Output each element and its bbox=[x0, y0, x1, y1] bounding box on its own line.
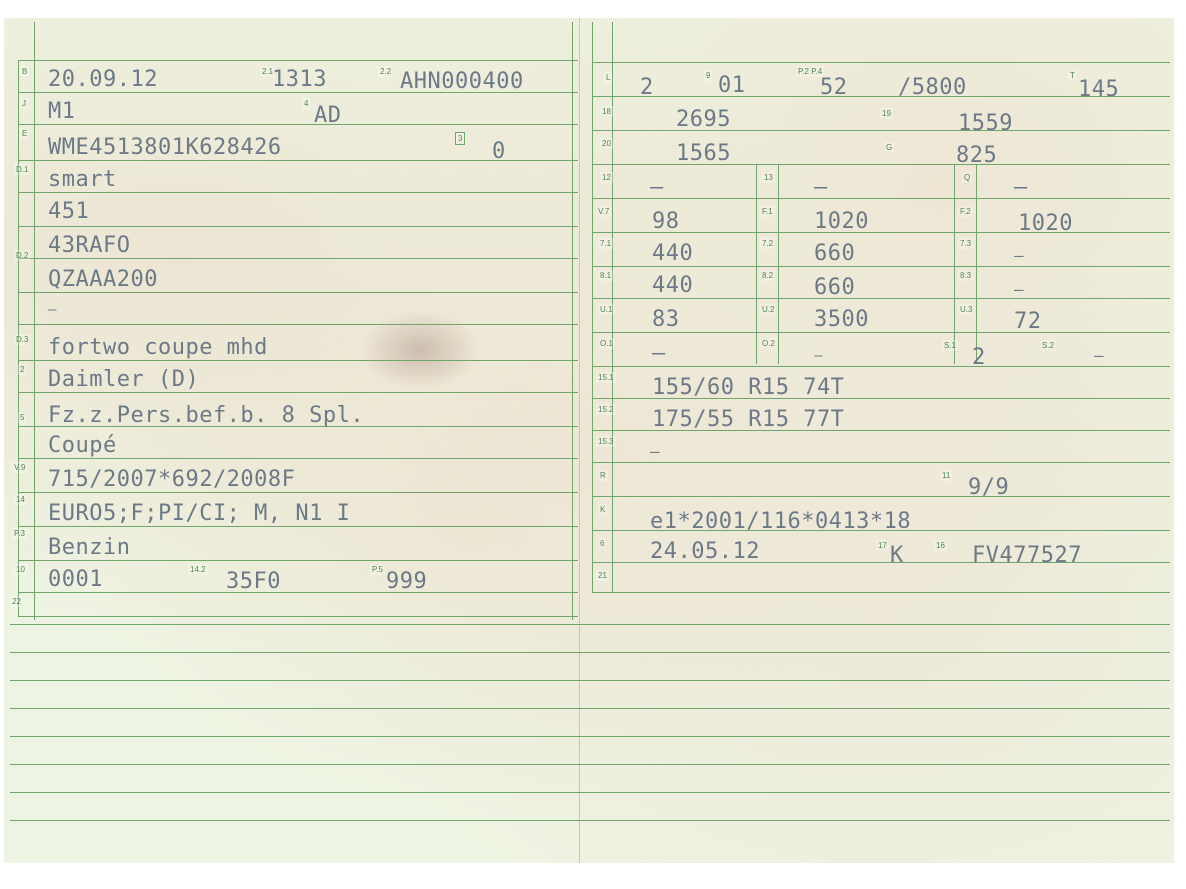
grid-line bbox=[592, 62, 1170, 63]
field-code-p5: P.5 bbox=[372, 565, 383, 574]
field-code-17: 17 bbox=[878, 541, 887, 550]
trade-name: fortwo coupe mhd bbox=[48, 335, 268, 360]
version: QZAAA200 bbox=[48, 267, 158, 292]
field-code-6: 6 bbox=[600, 539, 605, 548]
grid-line bbox=[572, 22, 573, 620]
field-code-14: 14 bbox=[16, 495, 25, 504]
field-code-2: 2 bbox=[20, 365, 25, 374]
field-code-t: T bbox=[1070, 71, 1075, 80]
field-code-d1: D.1 bbox=[16, 165, 29, 174]
type-approval-number: e1*2001/116*0413*18 bbox=[650, 509, 912, 534]
field-code-j: J bbox=[22, 99, 26, 108]
field-12-value: – bbox=[650, 175, 664, 200]
first-registration-date: 20.09.12 bbox=[48, 67, 158, 92]
grid-line bbox=[18, 616, 578, 617]
grid-line bbox=[954, 164, 955, 364]
field-code-p3: P.3 bbox=[14, 529, 25, 538]
vehicle-category: M1 bbox=[48, 99, 76, 124]
grid-line bbox=[592, 462, 1170, 463]
version-continuation: – bbox=[48, 302, 57, 318]
type: 451 bbox=[48, 199, 90, 224]
field-code-b: B bbox=[22, 67, 28, 76]
axle-load-7-1: 440 bbox=[652, 241, 694, 266]
fuel-type: Benzin bbox=[48, 535, 131, 560]
field-code-f2: F.2 bbox=[960, 207, 971, 216]
emission-class: EURO5;F;PI/CI; M, N1 I bbox=[48, 501, 351, 526]
field-code-7-2: 7.2 bbox=[762, 239, 774, 248]
power-kw: 52 bbox=[820, 75, 848, 100]
field-code-v9: V.9 bbox=[14, 463, 26, 472]
height-mm: 1565 bbox=[676, 141, 731, 166]
grid-line bbox=[592, 592, 1170, 593]
field-code-s2: S.2 bbox=[1042, 341, 1055, 350]
field-code-5: 5 bbox=[20, 413, 25, 422]
tyre-size-2: 175/55 R15 77T bbox=[652, 407, 845, 432]
variant: 43RAFO bbox=[48, 233, 131, 258]
grid-line bbox=[18, 60, 578, 61]
field-11-value: 9/9 bbox=[968, 475, 1010, 500]
grid-line bbox=[976, 164, 977, 364]
rated-rpm: /5800 bbox=[898, 75, 967, 100]
max-mass-f2: 1020 bbox=[1018, 211, 1073, 236]
field-code-2-2: 2.2 bbox=[380, 67, 392, 76]
towing-o1: – bbox=[652, 341, 666, 366]
field-code-11: 11 bbox=[942, 471, 951, 480]
grid-line bbox=[756, 164, 757, 364]
grid-line bbox=[10, 764, 1170, 765]
tyre-size-3: – bbox=[650, 442, 661, 461]
number-of-axles: 2 bbox=[640, 75, 654, 100]
official-stamp bbox=[360, 310, 480, 390]
vehicle-class: Fz.z.Pers.bef.b. 8 Spl. bbox=[48, 403, 365, 428]
grid-line bbox=[10, 624, 1170, 625]
axle-load-8-3: – bbox=[1014, 280, 1025, 299]
field-code-s1: S.1 bbox=[944, 341, 957, 350]
field-code-21: 21 bbox=[598, 571, 607, 580]
manufacturer: Daimler (D) bbox=[48, 367, 200, 392]
grid-line bbox=[592, 366, 1170, 367]
grid-line bbox=[778, 164, 779, 364]
field-code-15-2: 15.2 bbox=[598, 405, 614, 414]
tyre-size-1: 155/60 R15 74T bbox=[652, 375, 845, 400]
grid-line bbox=[18, 124, 578, 125]
grid-line bbox=[592, 332, 1170, 333]
grid-line bbox=[592, 266, 1170, 267]
issue-date: 24.05.12 bbox=[650, 539, 760, 564]
top-speed: 145 bbox=[1078, 77, 1120, 102]
field-17-value: K bbox=[890, 543, 904, 568]
grid-line bbox=[18, 592, 578, 593]
code-2-1-value: 1313 bbox=[272, 67, 327, 92]
code-p5-value: 999 bbox=[386, 569, 428, 594]
grid-line bbox=[18, 292, 578, 293]
axle-load-8-1: 440 bbox=[652, 273, 694, 298]
field-16-value: FV477527 bbox=[972, 543, 1082, 568]
grid-line bbox=[592, 22, 593, 592]
grid-line bbox=[10, 792, 1170, 793]
empty-mass: 825 bbox=[956, 143, 998, 168]
grid-line bbox=[10, 820, 1170, 821]
body-type: Coupé bbox=[48, 433, 117, 458]
field-code-e: E bbox=[22, 129, 28, 138]
field-code-8-2: 8.2 bbox=[762, 271, 774, 280]
field-code-4: 4 bbox=[304, 99, 309, 108]
grid-line bbox=[18, 492, 578, 493]
grid-line bbox=[10, 652, 1170, 653]
grid-line bbox=[18, 324, 578, 325]
field-code-g: G bbox=[886, 143, 893, 152]
sound-level-u3: 72 bbox=[1014, 309, 1042, 334]
grid-line bbox=[34, 22, 35, 620]
grid-line bbox=[10, 680, 1170, 681]
field-code-d2: D.2 bbox=[16, 251, 29, 260]
field-code-f1: F.1 bbox=[762, 207, 773, 216]
field-13-value: – bbox=[814, 175, 828, 200]
code-2-2-value: AHN000400 bbox=[400, 69, 524, 94]
field-code-p2-p4: P.2 P.4 bbox=[798, 67, 823, 76]
vin-check-digit: 0 bbox=[492, 139, 506, 164]
make: smart bbox=[48, 167, 117, 192]
emission-directive: 715/2007*692/2008F bbox=[48, 467, 296, 492]
grid-line bbox=[18, 458, 578, 459]
field-code-d3: D.3 bbox=[16, 335, 29, 344]
axle-load-7-3: – bbox=[1014, 246, 1025, 265]
field-code-16: 16 bbox=[936, 541, 945, 550]
field-code-u3: U.3 bbox=[960, 305, 973, 314]
field-code-7-3: 7.3 bbox=[960, 239, 972, 248]
field-code-22: 22 bbox=[12, 597, 21, 606]
seats-s1: 2 bbox=[972, 345, 986, 370]
body-code: AD bbox=[314, 103, 342, 128]
width-mm: 1559 bbox=[958, 111, 1013, 136]
field-code-o2: O.2 bbox=[762, 339, 775, 348]
field-code-14-2: 14.2 bbox=[190, 565, 206, 574]
field-code-15-3: 15.3 bbox=[598, 437, 614, 446]
field-code-15-1: 15.1 bbox=[598, 373, 614, 382]
field-code-o1: O.1 bbox=[600, 339, 613, 348]
field-code-u1: U.1 bbox=[600, 305, 613, 314]
grid-line bbox=[10, 708, 1170, 709]
field-code-7-1: 7.1 bbox=[600, 239, 612, 248]
code-9-value: 01 bbox=[718, 73, 746, 98]
co2-emission: 98 bbox=[652, 209, 680, 234]
field-code-v7: V.7 bbox=[598, 207, 610, 216]
field-code-19: 19 bbox=[882, 109, 891, 118]
field-code-10: 10 bbox=[16, 565, 25, 574]
field-code-18: 18 bbox=[602, 107, 611, 116]
grid-line bbox=[592, 298, 1170, 299]
grid-line bbox=[18, 392, 578, 393]
field-code-13: 13 bbox=[764, 173, 773, 182]
standing-s2: – bbox=[1094, 346, 1105, 365]
code-14-2-value: 35F0 bbox=[226, 569, 281, 594]
axle-load-8-2: 660 bbox=[814, 275, 856, 300]
field-code-3: 3 bbox=[455, 132, 465, 145]
max-mass-f1: 1020 bbox=[814, 209, 869, 234]
grid-line bbox=[18, 192, 578, 193]
grid-line bbox=[592, 496, 1170, 497]
code-10-value: 0001 bbox=[48, 567, 103, 592]
grid-line bbox=[18, 258, 578, 259]
field-code-20: 20 bbox=[602, 139, 611, 148]
grid-line bbox=[10, 736, 1170, 737]
grid-line bbox=[592, 198, 1170, 199]
towing-o2: – bbox=[814, 348, 823, 364]
grid-line bbox=[18, 360, 578, 361]
field-code-r: R bbox=[600, 471, 606, 480]
sound-rpm-u2: 3500 bbox=[814, 307, 869, 332]
field-code-2-1: 2.1 bbox=[262, 67, 274, 76]
length-mm: 2695 bbox=[676, 107, 731, 132]
field-code-k: K bbox=[600, 505, 606, 514]
grid-line bbox=[18, 560, 578, 561]
field-code-u2: U.2 bbox=[762, 305, 775, 314]
grid-line bbox=[18, 526, 578, 527]
field-code-q: Q bbox=[964, 173, 971, 182]
field-code-12: 12 bbox=[602, 173, 611, 182]
field-code-l: L bbox=[606, 73, 611, 82]
grid-line bbox=[18, 226, 578, 227]
axle-load-7-2: 660 bbox=[814, 241, 856, 266]
vin: WME4513801K628426 bbox=[48, 135, 282, 160]
field-code-9: 9 bbox=[706, 71, 711, 80]
field-code-8-1: 8.1 bbox=[600, 271, 612, 280]
field-code-8-3: 8.3 bbox=[960, 271, 972, 280]
field-q-value: – bbox=[1014, 175, 1028, 200]
sound-level-u1: 83 bbox=[652, 307, 680, 332]
